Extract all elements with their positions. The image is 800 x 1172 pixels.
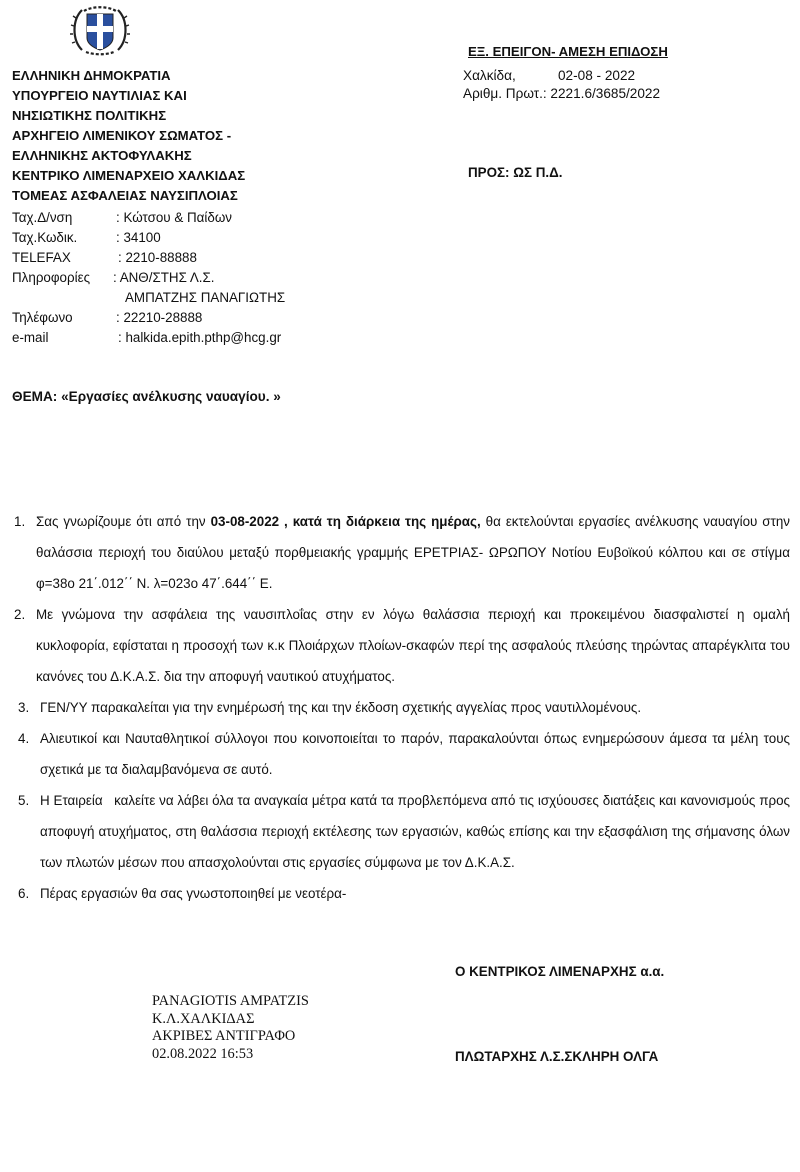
item-text-bold: 03-08-2022 , κατά τη διάρκεια της ημέρας,: [210, 514, 481, 529]
phone-value: : 22210-28888: [116, 310, 203, 325]
phone-label: Τηλέφωνο: [12, 310, 73, 325]
authority-line: ΕΛΛΗΝΙΚΗ ΔΗΜΟΚΡΑΤΙΑ: [12, 68, 171, 83]
list-item: [14, 506, 790, 599]
list-item: [14, 599, 790, 692]
address-value: : Κώτσου & Παίδων: [116, 210, 232, 225]
urgency-notice: ΕΞ. ΕΠΕΙΓΟΝ- ΑΜΕΣΗ ΕΠΙΔΟΣΗ: [468, 44, 668, 59]
authority-line: ΕΛΛΗΝΙΚΗΣ ΑΚΤΟΦΥΛΑΚΗΣ: [12, 148, 192, 163]
info-value: : ΑΝΘ/ΣΤΗΣ Λ.Σ.: [113, 270, 215, 285]
postcode-value: : 34100: [116, 230, 161, 245]
date: 02-08 - 2022: [558, 68, 636, 83]
item-number: 4.: [18, 731, 30, 746]
item-number: 1.: [14, 514, 26, 529]
signatory-name: ΠΛΩΤΑΡΧΗΣ Λ.Σ.ΣΚΛΗΡΗ ΟΛΓΑ: [455, 1049, 659, 1064]
protocol-number: Αριθμ. Πρωτ.: 2221.6/3685/2022: [463, 86, 661, 101]
subject-line: ΘΕΜΑ: «Εργασίες ανέλκυσης ναυαγίου. »: [12, 389, 281, 404]
signatory-title: Ο ΚΕΝΤΡΙΚΟΣ ΛΙΜΕΝΑΡΧΗΣ α.α.: [455, 964, 665, 979]
info-value-2: ΑΜΠΑΤΖΗΣ ΠΑΝΑΓΙΩΤΗΣ: [125, 290, 286, 305]
item-text: Η Εταιρεία καλείτε να λάβει όλα τα αναγκαία μέτρα κατά τα προβλεπόμενα από τις ισχύουσες διατάξεις και κανονισμούς προς αποφυγή ατυχήματος, στη θαλάσσια περιοχή εκτέλεσης των εργασιών, καθώς επίσης και την εξασφάλιση της σήμανσης όλων των πλωτών μέσων που απασχολούνται στις εργασίες σύμφωνα με τον Δ.Κ.Α.Σ.: [40, 793, 794, 870]
list-item: [18, 785, 794, 878]
authority-line: ΚΕΝΤΡΙΚΟ ΛΙΜΕΝΑΡΧΕΙΟ ΧΑΛΚΙΔΑΣ: [12, 168, 246, 183]
postcode-label: Ταχ.Κωδικ.: [12, 230, 78, 245]
telefax-label: TELEFAX: [12, 250, 71, 265]
item-number: 6.: [18, 886, 30, 901]
email-label: e-mail: [12, 330, 49, 345]
copy-line: ΑΚΡΙΒΕΣ ΑΝΤΙΓΡΑΦΟ: [152, 1028, 296, 1045]
info-label: Πληροφορίες: [12, 270, 91, 285]
list-item: [18, 878, 790, 909]
numbered-list: [14, 506, 794, 909]
place-date-line: [463, 66, 636, 86]
email-value[interactable]: : halkida.epith.pthp@hcg.gr: [118, 330, 282, 345]
greek-coat-of-arms-icon: [70, 4, 130, 56]
list-item: [18, 723, 790, 785]
item-text-part: θα εκτελούνται εργασίες ανέλκυσης ναυαγίου στην θαλάσσια περιοχή του διαύλου μεταξύ πορθμειακής γραμμής ΕΡΕΤΡΙΑΣ- ΩΡΩΠΟΥ Νοτίου Ευβοϊκού κόλπου και σε στίγμα φ=38ο 21΄.012΄΄ Ν. λ=023ο 47΄.644΄΄ Ε.: [36, 514, 791, 591]
item-text: [36, 506, 790, 599]
authority-line: ΤΟΜΕΑΣ ΑΣΦΑΛΕΙΑΣ ΝΑΥΣΙΠΛΟΙΑΣ: [12, 188, 238, 203]
item-text-part: Σας γνωρίζουμε ότι από την: [36, 514, 211, 529]
authority-line: ΝΗΣΙΩΤΙΚΗΣ ΠΟΛΙΤΙΚΗΣ: [12, 108, 167, 123]
copy-line: 02.08.2022 16:53: [152, 1045, 254, 1062]
item-number: 3.: [18, 700, 30, 715]
recipient: ΠΡΟΣ: ΩΣ Π.Δ.: [468, 165, 563, 180]
item-number: 2.: [14, 607, 26, 622]
item-text: Πέρας εργασιών θα σας γνωστοποιηθεί με νεοτέρα-: [40, 886, 347, 901]
item-number: 5.: [18, 793, 30, 808]
copy-line: Κ.Λ.ΧΑΛΚΙΔΑΣ: [152, 1010, 255, 1027]
telefax-value: : 2210-88888: [118, 250, 197, 265]
item-text: Αλιευτικοί και Ναυταθλητικοί σύλλογοι που κοινοποιείται το παρόν, παρακαλούνται όπως ενημερώσουν άμεσα τα μέλη τους σχετικά με τα διαλαμβανόμενα σε αυτό.: [40, 731, 790, 777]
item-text: ΓΕΝ/ΥΥ παρακαλείται για την ενημέρωσή της και την έκδοση σχετικής αγγελίας προς ναυτιλλομένους.: [40, 700, 642, 715]
address-label: Ταχ.Δ/νση: [12, 210, 73, 225]
list-item: [18, 692, 790, 723]
authority-line: ΥΠΟΥΡΓΕΙΟ ΝΑΥΤΙΛΙΑΣ ΚΑΙ: [12, 88, 187, 103]
place: Χαλκίδα,: [463, 68, 516, 83]
certified-copy-stamp: [152, 993, 309, 1063]
item-text: Με γνώμονα την ασφάλεια της ναυσιπλοΐας στην εν λόγω θαλάσσια περιοχή και προκειμένου διασφαλιστεί η ομαλή κυκλοφορία, εφίσταται η προσοχή των κ.κ Πλοιάρχων πλοίων-σκαφών περί της ασφαλούς πλεύσης τηρώντας απαρέγκλιτα του κανόνες του Δ.Κ.Α.Σ. δια την αποφυγή ναυτικού ατυχήματος.: [36, 607, 790, 684]
authority-line: ΑΡΧΗΓΕΙΟ ΛΙΜΕΝΙΚΟΥ ΣΩΜΑΤΟΣ -: [12, 128, 232, 143]
copy-line: PANAGIOTIS AMPATZIS: [152, 993, 309, 1009]
issuing-authority: [12, 66, 245, 206]
